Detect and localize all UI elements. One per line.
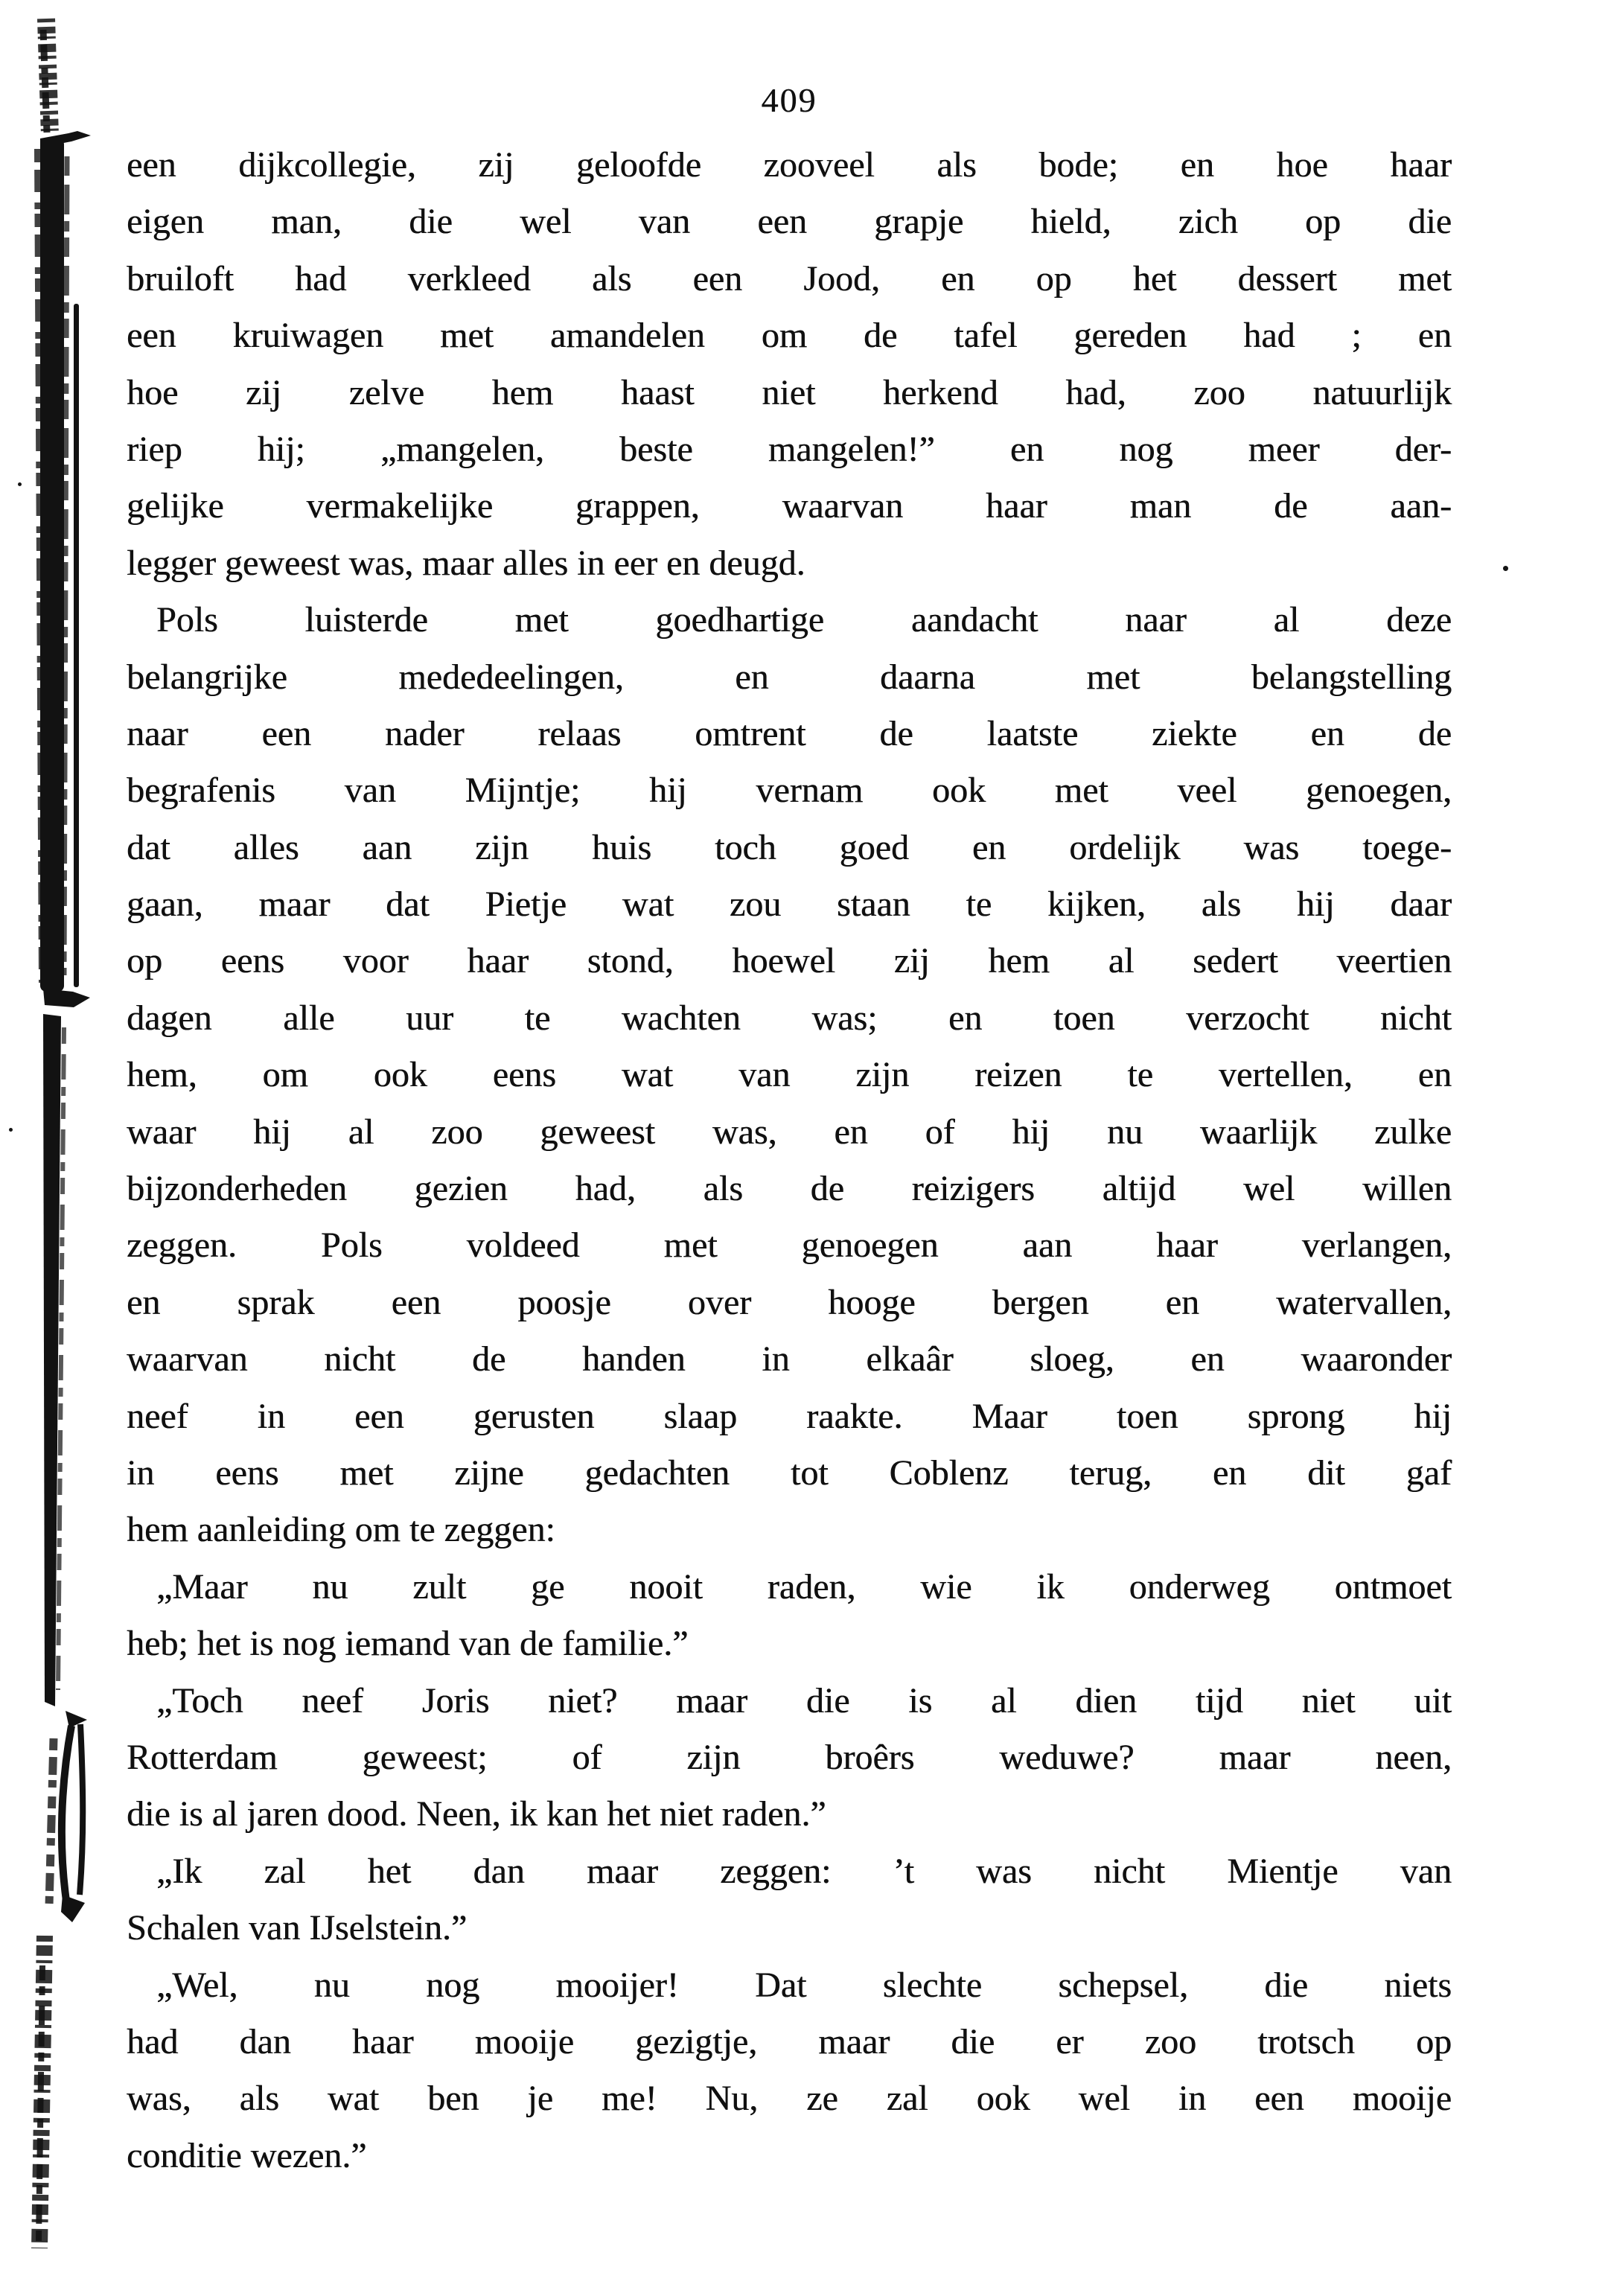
text-line: had dan haar mooije gezigtje, maar die er zoo trotsch op xyxy=(127,2021,1452,2061)
page-number: 409 xyxy=(761,81,817,119)
text-line: en sprak een poosje over hooge bergen en watervallen, xyxy=(127,1282,1452,1322)
text-line: een kruiwagen met amandelen om de tafel gereden had ; en xyxy=(127,316,1452,356)
text-line: bruiloft had verkleed als een Jood, en op het dessert met xyxy=(127,258,1452,299)
text-line: begrafenis van Mijntje; hij vernam ook met veel genoegen, xyxy=(127,771,1452,811)
text-line: „Wel, nu nog mooijer! Dat slechte schepsel, die niets xyxy=(156,1965,1452,2005)
text-line: zeggen. Pols voldeed met genoegen aan haar verlangen, xyxy=(127,1225,1452,1266)
text-line: dagen alle uur te wachten was; en toen verzocht nicht xyxy=(127,998,1452,1038)
text-line: naar een nader relaas omtrent de laatste ziekte en de xyxy=(127,713,1452,753)
text-line: Rotterdam geweest; of zijn broêrs weduwe? maar neen, xyxy=(127,1737,1452,1777)
text-line: legger geweest was, maar alles in eer en deugd. xyxy=(127,543,805,583)
text-line: hem, om ook eens wat van zijn reizen te vertellen, en xyxy=(127,1055,1452,1095)
text-line: Schalen van IJselstein.” xyxy=(127,1908,468,1948)
text-line: „Ik zal het dan maar zeggen: ’t was nicht Mientje van xyxy=(156,1851,1452,1891)
text-line: waar hij al zoo geweest was, en of hij nu waarlijk zulke xyxy=(127,1112,1452,1152)
text-line: „Toch neef Joris niet? maar die is al dien tijd niet uit xyxy=(156,1680,1452,1721)
text-line: belangrijke mededeelingen, en daarna met belangstelling xyxy=(127,657,1452,697)
text-line: Pols luisterde met goedhartige aandacht naar al deze xyxy=(156,600,1452,640)
text-line: die is al jaren dood. Neen, ik kan het niet raden.” xyxy=(127,1794,826,1834)
text-line: gelijke vermakelijke grappen, waarvan haar man de aan- xyxy=(127,486,1452,526)
text-line: dat alles aan zijn huis toch goed en ordelijk was toege- xyxy=(127,827,1452,867)
text-line: heb; het is nog iemand van de familie.” xyxy=(127,1624,689,1664)
text-line: in eens met zijne gedachten tot Coblenz terug, en dit gaf xyxy=(127,1452,1452,1493)
scan-speck xyxy=(1503,566,1508,571)
scan-speck xyxy=(18,482,22,486)
scan-speck xyxy=(9,1128,13,1132)
text-line: riep hij; „mangelen, beste mangelen!” en nog meer der- xyxy=(127,429,1452,469)
text-line: gaan, maar dat Pietje wat zou staan te kijken, als hij daar xyxy=(127,884,1452,925)
text-line: neef in een gerusten slaap raakte. Maar toen sprong hij xyxy=(127,1396,1452,1436)
text-block xyxy=(127,137,1452,2184)
text-line: eigen man, die wel van een grapje hield, zich op die xyxy=(127,202,1452,242)
text-line: waarvan nicht de handen in elkaâr sloeg, en waaronder xyxy=(127,1339,1452,1380)
text-line: „Maar nu zult ge nooit raden, wie ik onderweg ontmoet xyxy=(156,1566,1452,1607)
text-line: op eens voor haar stond, hoewel zij hem al sedert veertien xyxy=(127,941,1452,981)
text-line: bijzonderheden gezien had, als de reizigers altijd wel willen xyxy=(127,1169,1452,1209)
text-line: hoe zij zelve hem haast niet herkend had, zoo natuurlijk xyxy=(127,372,1452,412)
text-line: conditie wezen.” xyxy=(127,2135,367,2175)
text-line: een dijkcollegie, zij geloofde zooveel als bode; en hoe haar xyxy=(127,145,1452,185)
text-line: hem aanleiding om te zeggen: xyxy=(127,1510,555,1550)
text-line: was, als wat ben je me! Nu, ze zal ook wel in een mooije xyxy=(127,2079,1452,2119)
